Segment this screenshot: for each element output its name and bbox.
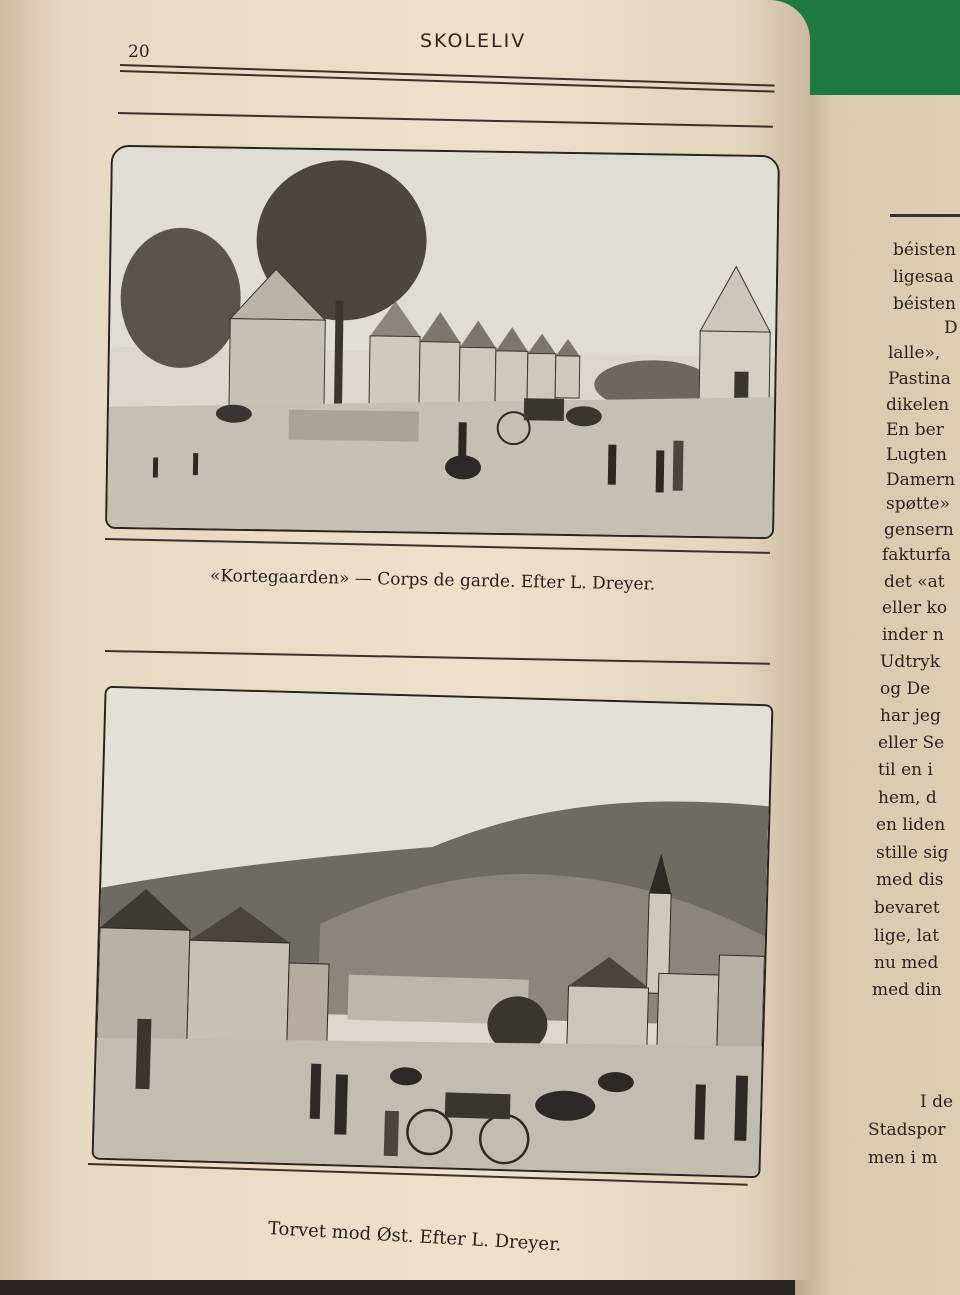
- right-page-line: med din: [872, 980, 942, 1000]
- right-page-line: Stadspor: [868, 1120, 946, 1140]
- caption-illustration-2: Torvet mod Øst. Efter L. Dreyer.: [267, 1218, 563, 1256]
- page-number: 20: [128, 42, 150, 62]
- right-page-line: fakturfa: [882, 545, 952, 565]
- right-page-line: nu med: [874, 953, 939, 973]
- right-page-line: en liden: [876, 815, 946, 835]
- right-page-line: men i m: [868, 1148, 938, 1168]
- running-head: SKOLELIV: [420, 30, 527, 52]
- right-page-line: Damern: [886, 470, 956, 490]
- right-page-line: det «at: [884, 572, 945, 592]
- caption-illustration-1: «Kortegaarden» — Corps de garde. Efter L. Dreyer.: [209, 566, 656, 595]
- right-page-line: bevaret: [874, 898, 940, 918]
- right-page-line: D: [944, 318, 958, 338]
- right-page-line: hem, d: [878, 788, 937, 808]
- illustration-kortegaarden: [105, 145, 780, 539]
- right-page-line: eller Se: [878, 733, 945, 753]
- right-page-rule: [890, 214, 960, 217]
- right-page-line: lige, lat: [874, 926, 940, 946]
- right-page-line: til en i: [878, 760, 933, 780]
- right-page-line: En ber: [886, 420, 944, 440]
- right-page-line: béisten: [893, 294, 956, 314]
- right-page-line: Pastina: [888, 369, 951, 389]
- right-page-line: ligesaa: [893, 267, 954, 287]
- right-page-line: med dis: [876, 870, 944, 890]
- right-page-line: har jeg: [880, 706, 941, 726]
- illustration-torvet: [92, 686, 774, 1178]
- right-page-line: Lugten: [886, 445, 947, 465]
- right-page-line: og De: [880, 679, 931, 699]
- right-page-line: spøtte»: [886, 494, 950, 514]
- right-page-line: stille sig: [876, 843, 949, 863]
- right-page-line: dikelen: [886, 395, 950, 415]
- right-page-line: béisten: [893, 240, 956, 260]
- right-page-line: Udtryk: [880, 652, 941, 672]
- right-page-line: lalle»,: [888, 343, 941, 363]
- right-page-line: eller ko: [882, 598, 948, 618]
- right-page-line: I de: [920, 1092, 954, 1112]
- right-page-line: inder n: [882, 625, 944, 645]
- right-page-line: gensern: [884, 520, 954, 540]
